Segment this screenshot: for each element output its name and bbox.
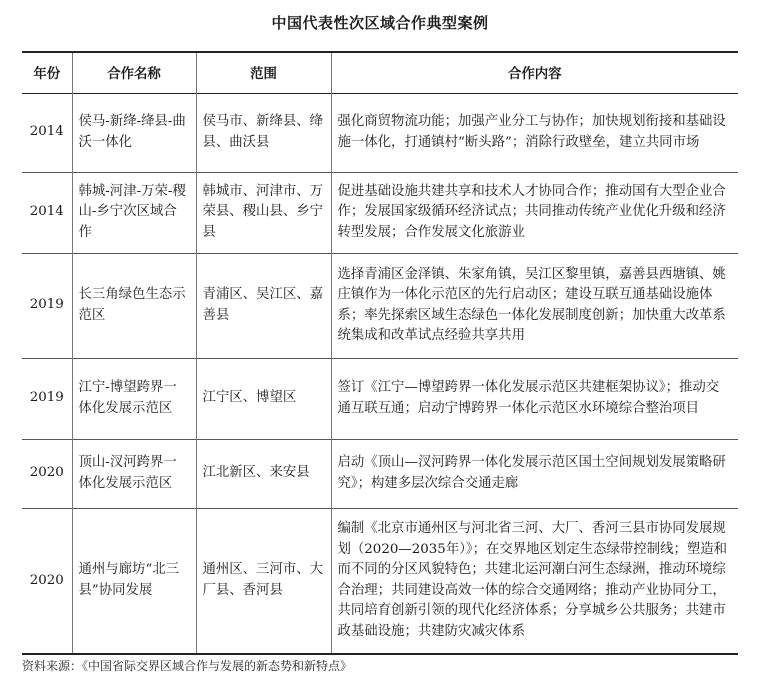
table-title: 中国代表性次区域合作典型案例 (271, 14, 489, 32)
header-name: 合作名称 (72, 52, 196, 93)
cell-year: 2014 (29, 124, 64, 140)
cell-name: 侯马-新绛-绛县-曲沃一体化 (72, 93, 196, 172)
cell-year: 2014 (29, 204, 64, 220)
table-row (22, 93, 738, 172)
cell-scope: 韩城市、河津市、万荣县、稷山县、乡宁县 (196, 172, 331, 253)
table-row (22, 358, 738, 439)
cell-year: 2020 (29, 465, 64, 481)
cell-content: 签订《江宁—博望跨界一体化发展示范区共建框架协议》；推动交通互联互通；启动宁博跨界一体化示范区水环境综合整治项目 (331, 358, 738, 439)
cell-name: 长三角绿色生态示范区 (72, 253, 196, 358)
cell-scope: 江宁区、博望区 (196, 358, 331, 439)
cell-name: 通州与廊坊“北三县”协同发展 (72, 508, 196, 654)
table-row (22, 508, 738, 654)
header-year: 年份 (33, 67, 61, 83)
table-row (22, 172, 738, 253)
source-note: 资料来源：《中国省际交界区域合作与发展的新态势和新特点》 (22, 659, 353, 673)
header-content: 合作内容 (331, 52, 738, 93)
cell-content: 启动《顶山—汊河跨界一体化发展示范区国土空间规划发展策略研究》；构建多层次综合交通走廊 (331, 439, 738, 508)
table-row (22, 439, 738, 508)
cell-year: 2019 (29, 297, 64, 313)
cell-content: 选择青浦区金泽镇、朱家角镇，吴江区黎里镇，嘉善县西塘镇、姚庄镇作为一体化示范区的先行启动区；建设互联互通基础设施体系；率先探索区域生态绿色一体化发展制度创新；加快重大改革系统集成和改革试点经验共享共用 (331, 253, 738, 358)
cell-scope: 青浦区、吴江区、嘉善县 (196, 253, 331, 358)
table-header-row (22, 52, 738, 93)
cell-content: 促进基础设施共建共享和技术人才协同合作；推动国有大型企业合作；发展国家级循环经济试点；共同推动传统产业优化升级和经济转型发展；合作发展文化旅游业 (331, 172, 738, 253)
table-row (22, 253, 738, 358)
cell-scope: 江北新区、来安县 (196, 439, 331, 508)
cell-content: 强化商贸物流功能；加强产业分工与协作；加快规划衔接和基础设施一体化，打通镇村“断头路”；消除行政壁垒，建立共同市场 (331, 93, 738, 172)
cell-year: 2020 (29, 572, 64, 588)
header-scope: 范围 (196, 52, 331, 93)
cell-scope: 通州区、三河市、大厂县、香河县 (196, 508, 331, 654)
cell-name: 江宁-博望跨界一体化发展示范区 (72, 358, 196, 439)
cell-name: 顶山-汊河跨界一体化发展示范区 (72, 439, 196, 508)
cell-scope: 侯马市、新绛县、绛县、曲沃县 (196, 93, 331, 172)
cooperation-cases-table (22, 51, 738, 655)
cell-content: 编制《北京市通州区与河北省三河、大厂、香河三县市协同发展规划（2020—2035年）》；在交界地区划定生态绿带控制线；塑造和而不同的分区风貌特色；共建北运河潮白河生态绿洲，推动环境综合治理；共同建设高效一体的综合交通网络；推动产业协同分工，共同培育创新引领的现代化经济体系；分享城乡公共服务；共建市政基础设施；共建防灾减灾体系 (331, 508, 738, 654)
cell-year: 2019 (29, 390, 64, 406)
cell-name: 韩城-河津-万荣-稷山-乡宁次区域合作 (72, 172, 196, 253)
